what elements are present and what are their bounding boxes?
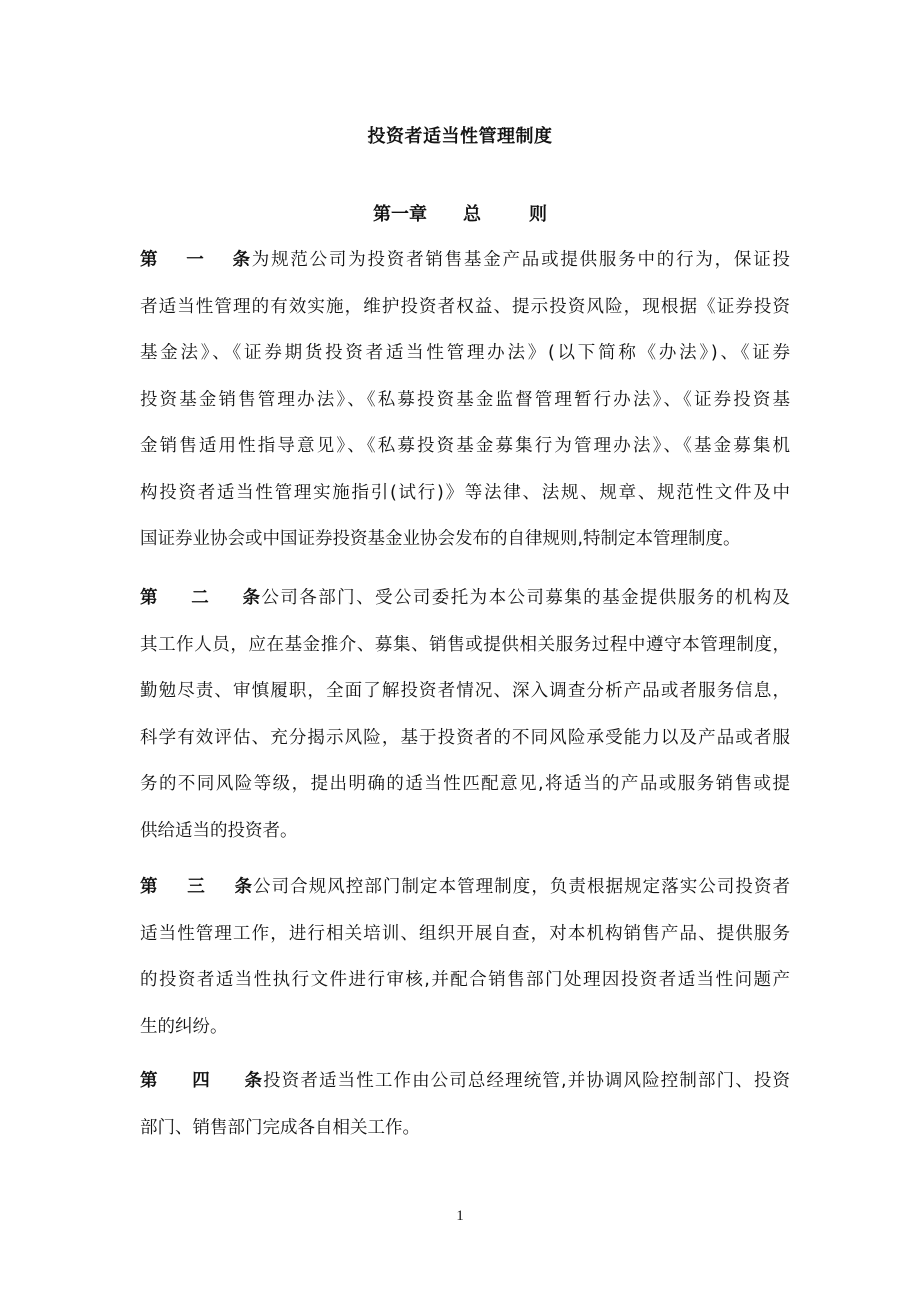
article-line [140,864,790,911]
article-line: 构投资者适当性管理实施指引(试行)》等法律、法规、规章、规范性文件及中 [140,482,790,503]
article-text: 公司各部门、受公司委托为本公司募集的基金提供服务的机构及 [260,588,790,608]
article-4 [140,1058,790,1151]
page-number: 1 [456,1208,464,1224]
article-label: 第三条 [140,877,252,897]
article-line [140,237,790,284]
article-line: 基金法》、《证券期货投资者适当性管理办法》(以下简称《办法》)、《证券 [140,343,790,363]
article-1 [140,237,790,563]
article-line: 的投资者适当性执行文件进行审核,并配合销售部门处理因投资者适当性问题产 [140,970,790,990]
chapter-heading [0,200,920,226]
article-line: 务的不同风险等级，提出明确的适当性匹配意见,将适当的产品或服务销售或提 [140,774,790,794]
article-line: 金销售适用性指导意见》、《私募投资基金募集行为管理办法》、《基金募集机 [140,436,790,456]
chapter-name-part1: 总 [463,204,481,225]
article-label: 第四条 [140,1071,262,1091]
article-line: 其工作人员，应在基金推介、募集、销售或提供相关服务过程中遵守本管理制度， [140,634,790,655]
article-line: 部门、销售部门完成各自相关工作。 [140,1117,420,1138]
chapter-name-part2: 则 [529,204,547,225]
article-line [140,575,790,622]
article-label: 第一条 [140,250,250,270]
article-line [140,1058,790,1105]
article-label: 第二条 [140,588,260,608]
article-line: 国证券业协会或中国证券投资基金业协会发布的自律规则,特制定本管理制度。 [140,529,741,549]
chapter-number: 第一章 [373,204,427,225]
article-line: 勤勉尽责、审慎履职，全面了解投资者情况、深入调查分析产品或者服务信息， [140,681,790,701]
article-2 [140,575,790,854]
article-line: 科学有效评估、充分揭示风险，基于投资者的不同风险承受能力以及产品或者服 [140,727,790,748]
article-line: 适当性管理工作，进行相关培训、组织开展自查，对本机构销售产品、提供服务 [140,923,790,944]
article-line: 者适当性管理的有效实施，维护投资者权益、提示投资风险，现根据《证券投资 [140,296,790,317]
article-3 [140,864,790,1050]
article-line: 投资基金销售管理办法》、《私募投资基金监督管理暂行办法》、《证券投资基 [140,389,790,410]
article-text: 投资者适当性工作由公司总经理统管,并协调风险控制部门、投资 [262,1071,790,1091]
document-title: 投资者适当性管理制度 [367,126,553,147]
article-text: 公司合规风控部门制定本管理制度，负责根据规定落实公司投资者 [252,877,790,897]
article-text: 为规范公司为投资者销售基金产品或提供服务中的行为，保证投 [250,250,790,270]
article-line: 供给适当的投资者。 [140,820,298,841]
article-line: 生的纠纷。 [140,1016,228,1037]
